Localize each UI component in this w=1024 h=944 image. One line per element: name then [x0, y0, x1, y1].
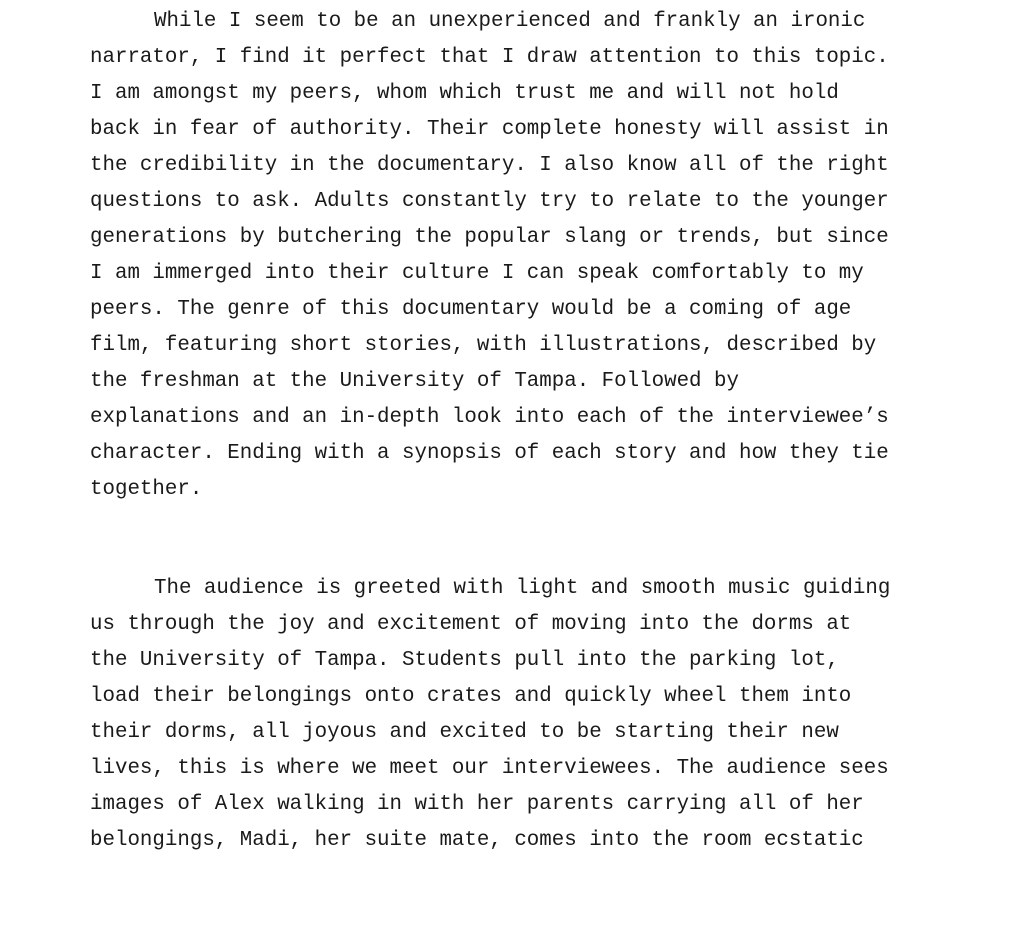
text-line: belongings, Madi, her suite mate, comes into the room ecstatic	[90, 829, 864, 852]
text-line: character. Ending with a synopsis of each story and how they tie	[90, 442, 889, 465]
text-line: While I seem to be an unexperienced and frankly an ironic	[154, 10, 866, 33]
text-line: I am amongst my peers, whom which trust me and will not hold	[90, 82, 839, 105]
paragraph-2	[90, 571, 890, 859]
text-line: their dorms, all joyous and excited to be starting their new	[90, 721, 839, 744]
text-line: us through the joy and excitement of moving into the dorms at	[90, 613, 852, 636]
text-line: film, featuring short stories, with illustrations, described by	[90, 334, 877, 357]
text-line: I am immerged into their culture I can speak comfortably to my	[90, 262, 864, 285]
text-line: images of Alex walking in with her parents carrying all of her	[90, 793, 864, 816]
text-line: together.	[90, 478, 203, 501]
paragraph-1	[90, 4, 889, 508]
text-line: narrator, I find it perfect that I draw attention to this topic.	[90, 46, 889, 69]
text-line: The audience is greeted with light and smooth music guiding	[154, 577, 891, 600]
text-line: the freshman at the University of Tampa. Followed by	[90, 370, 739, 393]
text-line: lives, this is where we meet our interviewees. The audience sees	[90, 757, 889, 780]
text-line: explanations and an in-depth look into each of the interviewee’s	[90, 406, 889, 429]
text-line: generations by butchering the popular slang or trends, but since	[90, 226, 889, 249]
text-line: back in fear of authority. Their complete honesty will assist in	[90, 118, 889, 141]
text-line: load their belongings onto crates and quickly wheel them into	[90, 685, 852, 708]
text-line: the credibility in the documentary. I also know all of the right	[90, 154, 889, 177]
text-line: questions to ask. Adults constantly try to relate to the younger	[90, 190, 889, 213]
text-line: peers. The genre of this documentary would be a coming of age	[90, 298, 852, 321]
text-line: the University of Tampa. Students pull into the parking lot,	[90, 649, 839, 672]
